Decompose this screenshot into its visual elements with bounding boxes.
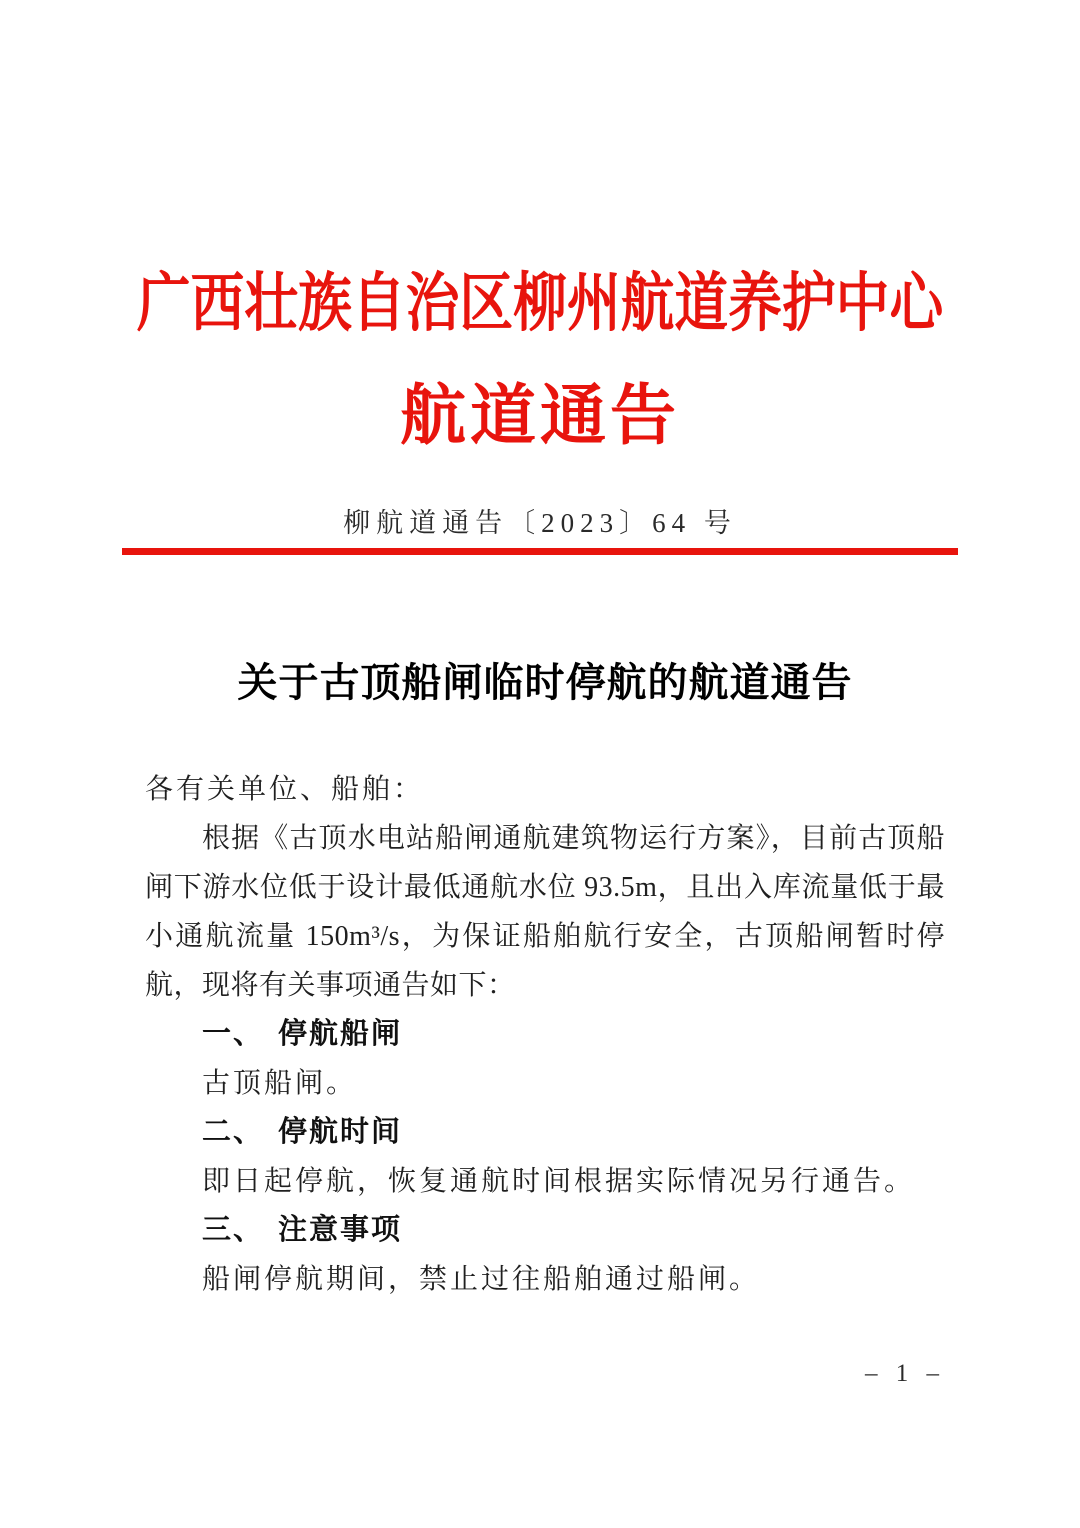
section-2-number: 二、	[202, 1116, 265, 1148]
doc-number: 柳航道通告〔2023〕64 号	[343, 508, 737, 538]
salutation: 各有关单位、船舶：	[145, 774, 425, 805]
section-1-body: 古顶船闸。	[202, 1068, 358, 1099]
notice-body	[145, 765, 945, 1304]
page-number: – 1 –	[865, 1360, 945, 1387]
section-1-title: 停航船闸	[278, 1018, 403, 1050]
letterhead	[0, 0, 1080, 555]
section-2-heading	[145, 1108, 945, 1157]
section-1	[145, 1010, 945, 1108]
section-3-heading	[145, 1206, 945, 1255]
section-2	[145, 1108, 945, 1206]
section-3-body: 船闸停航期间，禁止过往船舶通过船闸。	[202, 1264, 761, 1295]
section-1-number: 一、	[202, 1018, 265, 1050]
intro-paragraph: 根据《古顶水电站船闸通航建筑物运行方案》，目前古顶船闸下游水位低于设计最低通航水位 93.5m，且出入库流量低于最小通航流量 150m³/s，为保证船舶航行安全，古顶船闸暂时停航，现将有关事项通告如下：	[145, 823, 945, 1001]
notice-title: 关于古顶船闸临时停航的航道通告	[237, 660, 853, 705]
red-divider-line	[122, 548, 958, 555]
section-1-heading	[145, 1010, 945, 1059]
section-3	[145, 1206, 945, 1304]
org-title-line1: 广西壮族自治区柳州航道养护中心	[136, 268, 944, 339]
org-title-line2: 航道通告	[400, 380, 680, 453]
section-2-body: 即日起停航，恢复通航时间根据实际情况另行通告。	[202, 1166, 916, 1197]
section-2-title: 停航时间	[278, 1116, 403, 1148]
section-3-title: 注意事项	[278, 1214, 403, 1246]
section-3-number: 三、	[202, 1214, 265, 1246]
notice-content	[145, 659, 945, 1304]
